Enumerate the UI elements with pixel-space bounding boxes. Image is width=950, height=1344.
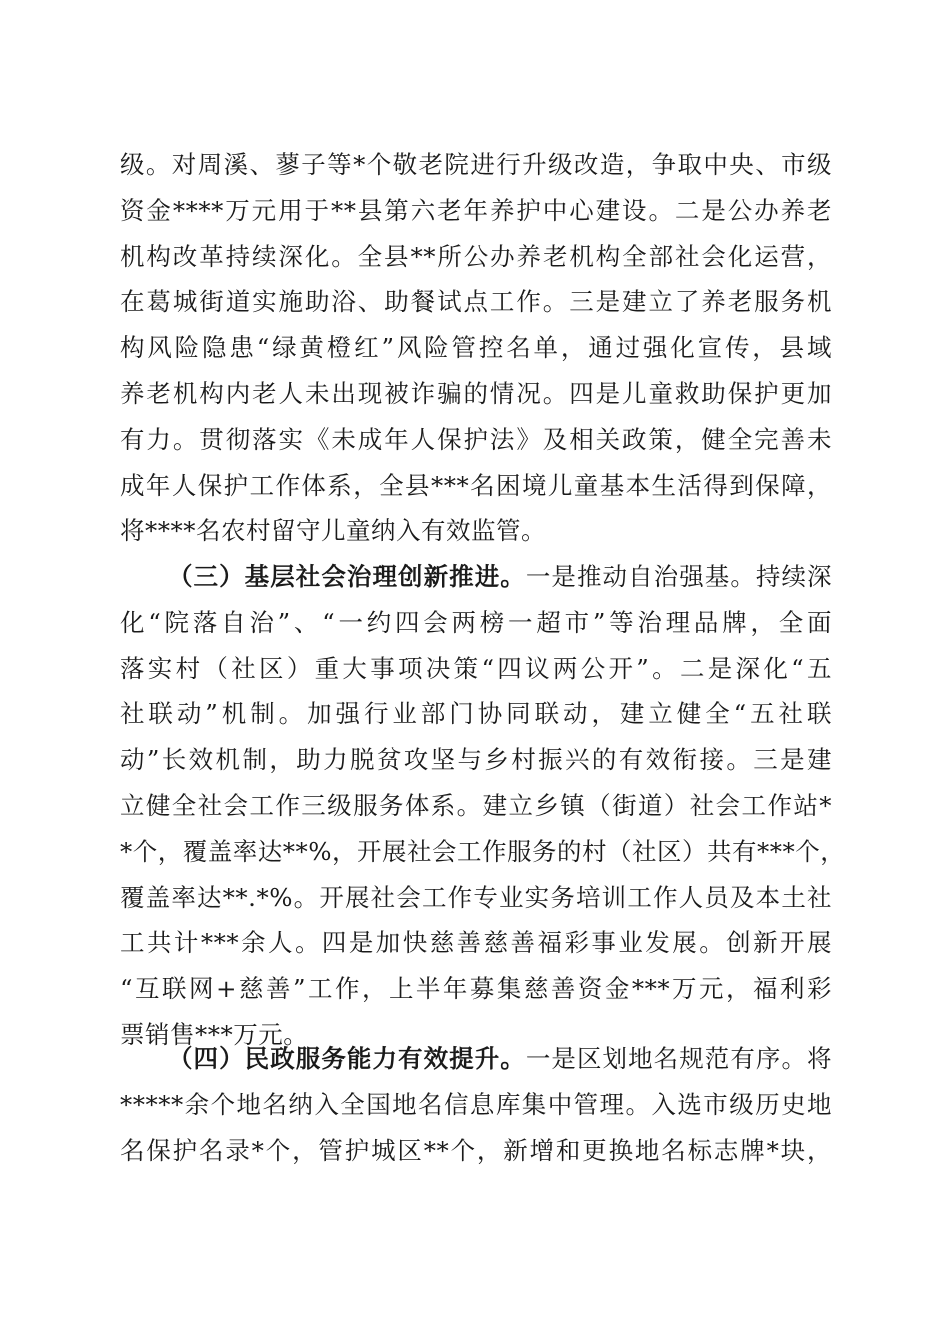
paragraph-2	[120, 554, 846, 1058]
text-line: 成年人保护工作体系，全县***名困境儿童基本生活得到保障，	[120, 470, 832, 500]
text-line: 名保护名录*个，管护城区**个，新增和更换地名标志牌*块，	[120, 1135, 832, 1165]
text-fragment: 一是推动自治强基。持续深	[525, 562, 833, 591]
text-line: 资金****万元用于**县第六老年养护中心建设。二是公办养老	[120, 195, 832, 225]
text-line: 级。对周溪、蓼子等*个敬老院进行升级改造，争取中央、市级	[120, 150, 832, 179]
text-line: 化“院落自治”、“一约四会两榜一超市”等治理品牌，全面	[120, 607, 832, 637]
text-line	[120, 1036, 832, 1082]
text-line: 工共计***余人。四是加快慈善慈善福彩事业发展。创新开展	[120, 928, 832, 958]
paragraph-3	[120, 1036, 832, 1173]
paragraph-1	[120, 142, 832, 554]
text-line	[120, 554, 832, 600]
text-line: 社联动”机制。加强行业部门协同联动，建立健全“五社联	[120, 699, 832, 729]
section-heading: （三）基层社会治理创新推进。	[168, 562, 526, 591]
text-line: 覆盖率达**.*%。开展社会工作专业实务培训工作人员及本土社	[120, 882, 832, 912]
section-heading: （四）民政服务能力有效提升。	[168, 1044, 526, 1073]
text-line: 机构改革持续深化。全县**所公办养老机构全部社会化运营，	[120, 241, 832, 271]
text-line: 立健全社会工作三级服务体系。建立乡镇（街道）社会工作站*	[120, 790, 832, 820]
text-line: 票销售***万元。	[120, 1019, 309, 1049]
text-line: 动”长效机制，助力脱贫攻坚与乡村振兴的有效衔接。三是建	[120, 745, 832, 775]
text-fragment: 一是区划地名规范有序。将	[525, 1044, 833, 1073]
text-line: 在葛城街道实施助浴、助餐试点工作。三是建立了养老服务机	[120, 287, 832, 317]
text-line: 养老机构内老人未出现被诈骗的情况。四是儿童救助保护更加	[120, 378, 832, 408]
text-line: 落实村（社区）重大事项决策“四议两公开”。二是深化“五	[120, 653, 832, 683]
text-line: *个，覆盖率达**%，开展社会工作服务的村（社区）共有***个，	[120, 836, 846, 866]
text-line: 将****名农村留守儿童纳入有效监管。	[120, 516, 546, 546]
text-line: 有力。贯彻落实《未成年人保护法》及相关政策，健全完善未	[120, 424, 832, 454]
text-line: “互联网+慈善”工作，上半年募集慈善资金***万元，福利彩	[120, 974, 832, 1004]
text-line: 构风险隐患“绿黄橙红”风险管控名单，通过强化宣传，县域	[120, 333, 832, 363]
text-line: *****余个地名纳入全国地名信息库集中管理。入选市级历史地	[120, 1089, 832, 1119]
